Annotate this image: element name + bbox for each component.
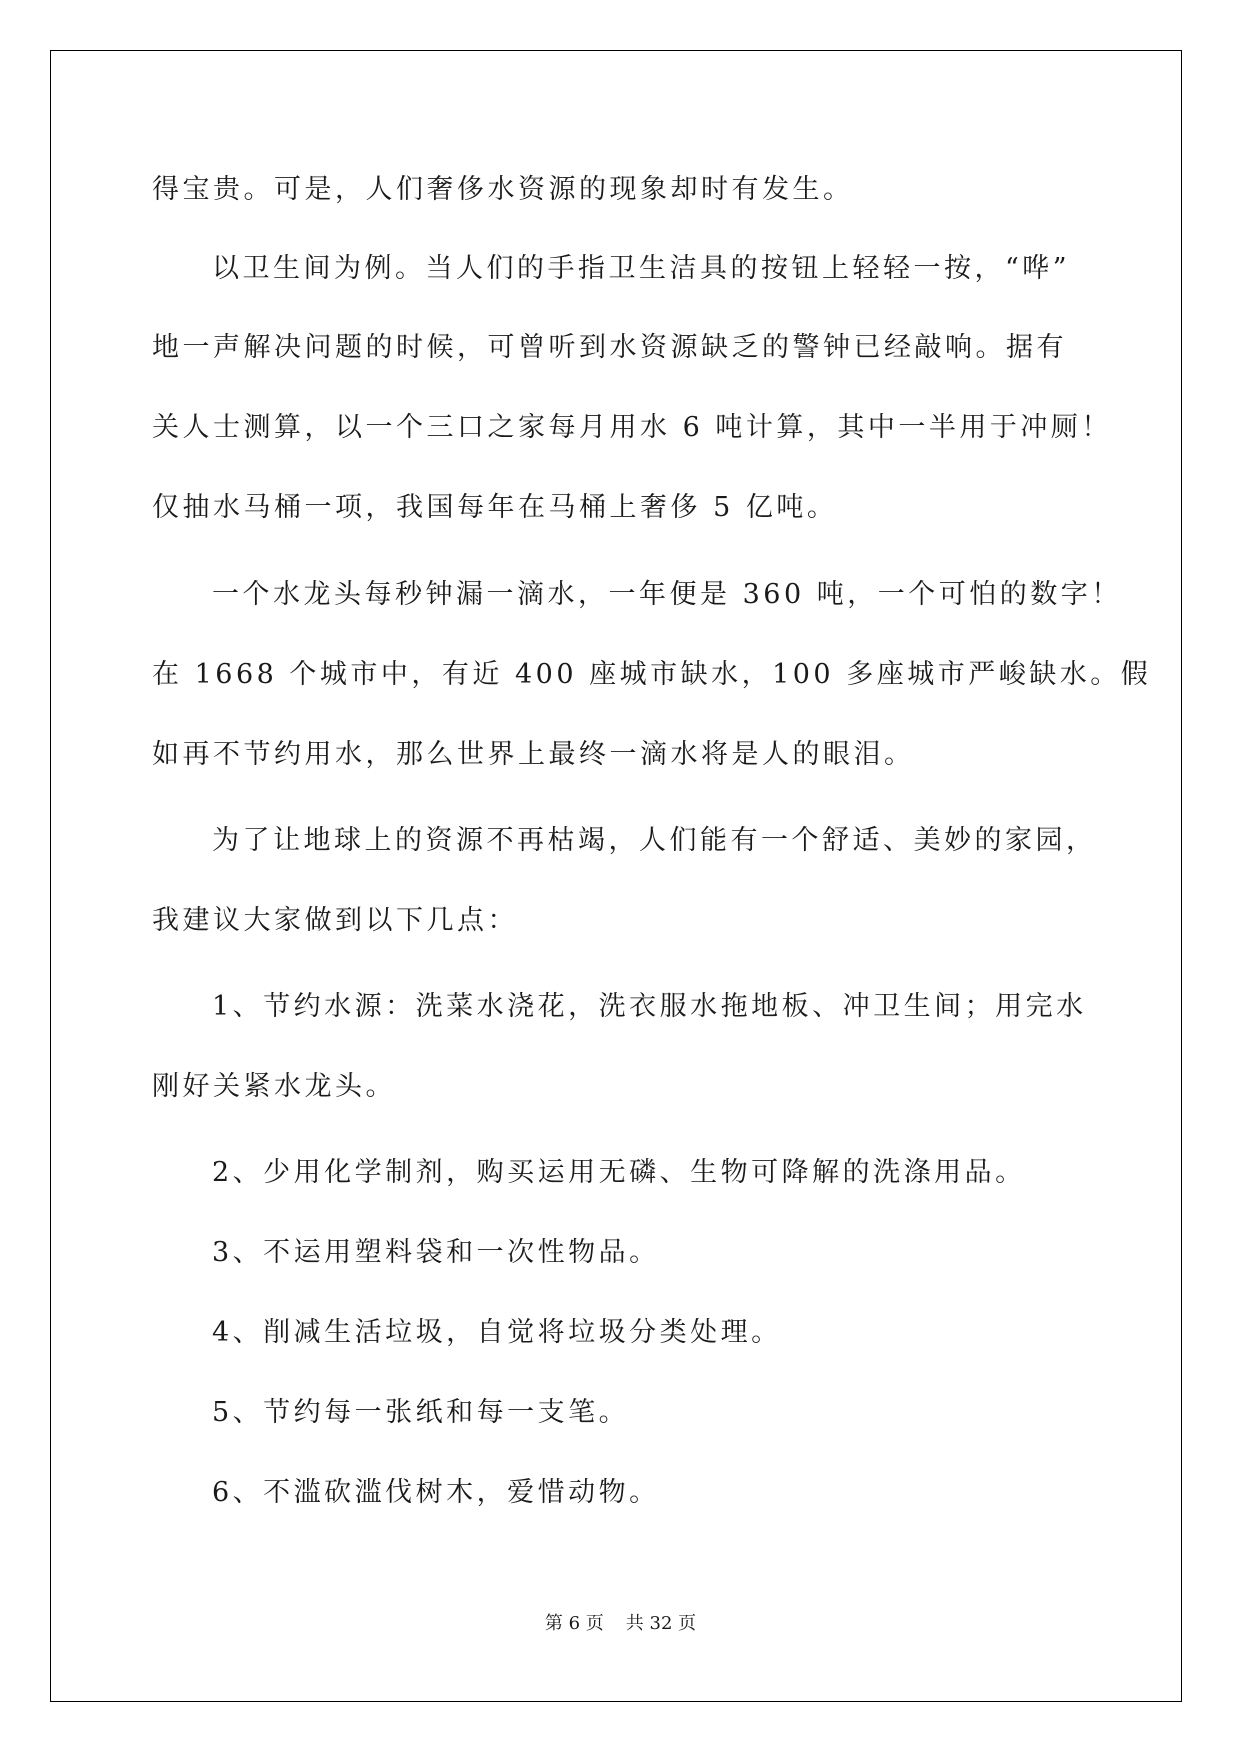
paragraph-line: 以卫生间为例。当人们的手指卫生洁具的按钮上轻轻一按，“哗” (212, 253, 1071, 284)
list-item-continuation: 刚好关紧水龙头。 (152, 1071, 396, 1102)
paragraph-line: 仅抽水马桶一项，我国每年在马桶上奢侈 5 亿吨。 (152, 492, 838, 523)
list-item: 2、少用化学制剂，购买运用无磷、生物可降解的洗涤用品。 (212, 1157, 1026, 1188)
paragraph-line: 在 1668 个城市中，有近 400 座城市缺水，100 多座城市严峻缺水。假 (152, 659, 1152, 690)
list-item: 6、不滥砍滥伐树木，爱惜动物。 (212, 1477, 660, 1508)
paragraph-line: 地一声解决问题的时候，可曾听到水资源缺乏的警钟已经敲响。据有 (152, 332, 1067, 363)
paragraph-line: 我建议大家做到以下几点： (152, 905, 518, 936)
paragraph-line: 得宝贵。可是，人们奢侈水资源的现象却时有发生。 (152, 174, 854, 205)
page-number: 第 6 页 (544, 1613, 604, 1634)
page-footer (0, 1612, 1241, 1636)
paragraph-line: 如再不节约用水，那么世界上最终一滴水将是人的眼泪。 (152, 739, 915, 770)
page-total: 共 32 页 (625, 1613, 697, 1634)
paragraph-line: 一个水龙头每秒钟漏一滴水，一年便是 360 吨，一个可怕的数字！ (212, 579, 1122, 610)
list-item: 5、节约每一张纸和每一支笔。 (212, 1397, 630, 1428)
paragraph-line: 为了让地球上的资源不再枯竭，人们能有一个舒适、美妙的家园， (212, 825, 1097, 856)
page-frame (50, 50, 1182, 1702)
paragraph-line: 关人士测算，以一个三口之家每月用水 6 吨计算，其中一半用于冲厕！ (152, 412, 1112, 443)
list-item: 3、不运用塑料袋和一次性物品。 (212, 1237, 660, 1268)
list-item: 1、节约水源：洗菜水浇花，洗衣服水拖地板、冲卫生间；用完水 (212, 991, 1087, 1022)
list-item: 4、削减生活垃圾，自觉将垃圾分类处理。 (212, 1317, 782, 1348)
